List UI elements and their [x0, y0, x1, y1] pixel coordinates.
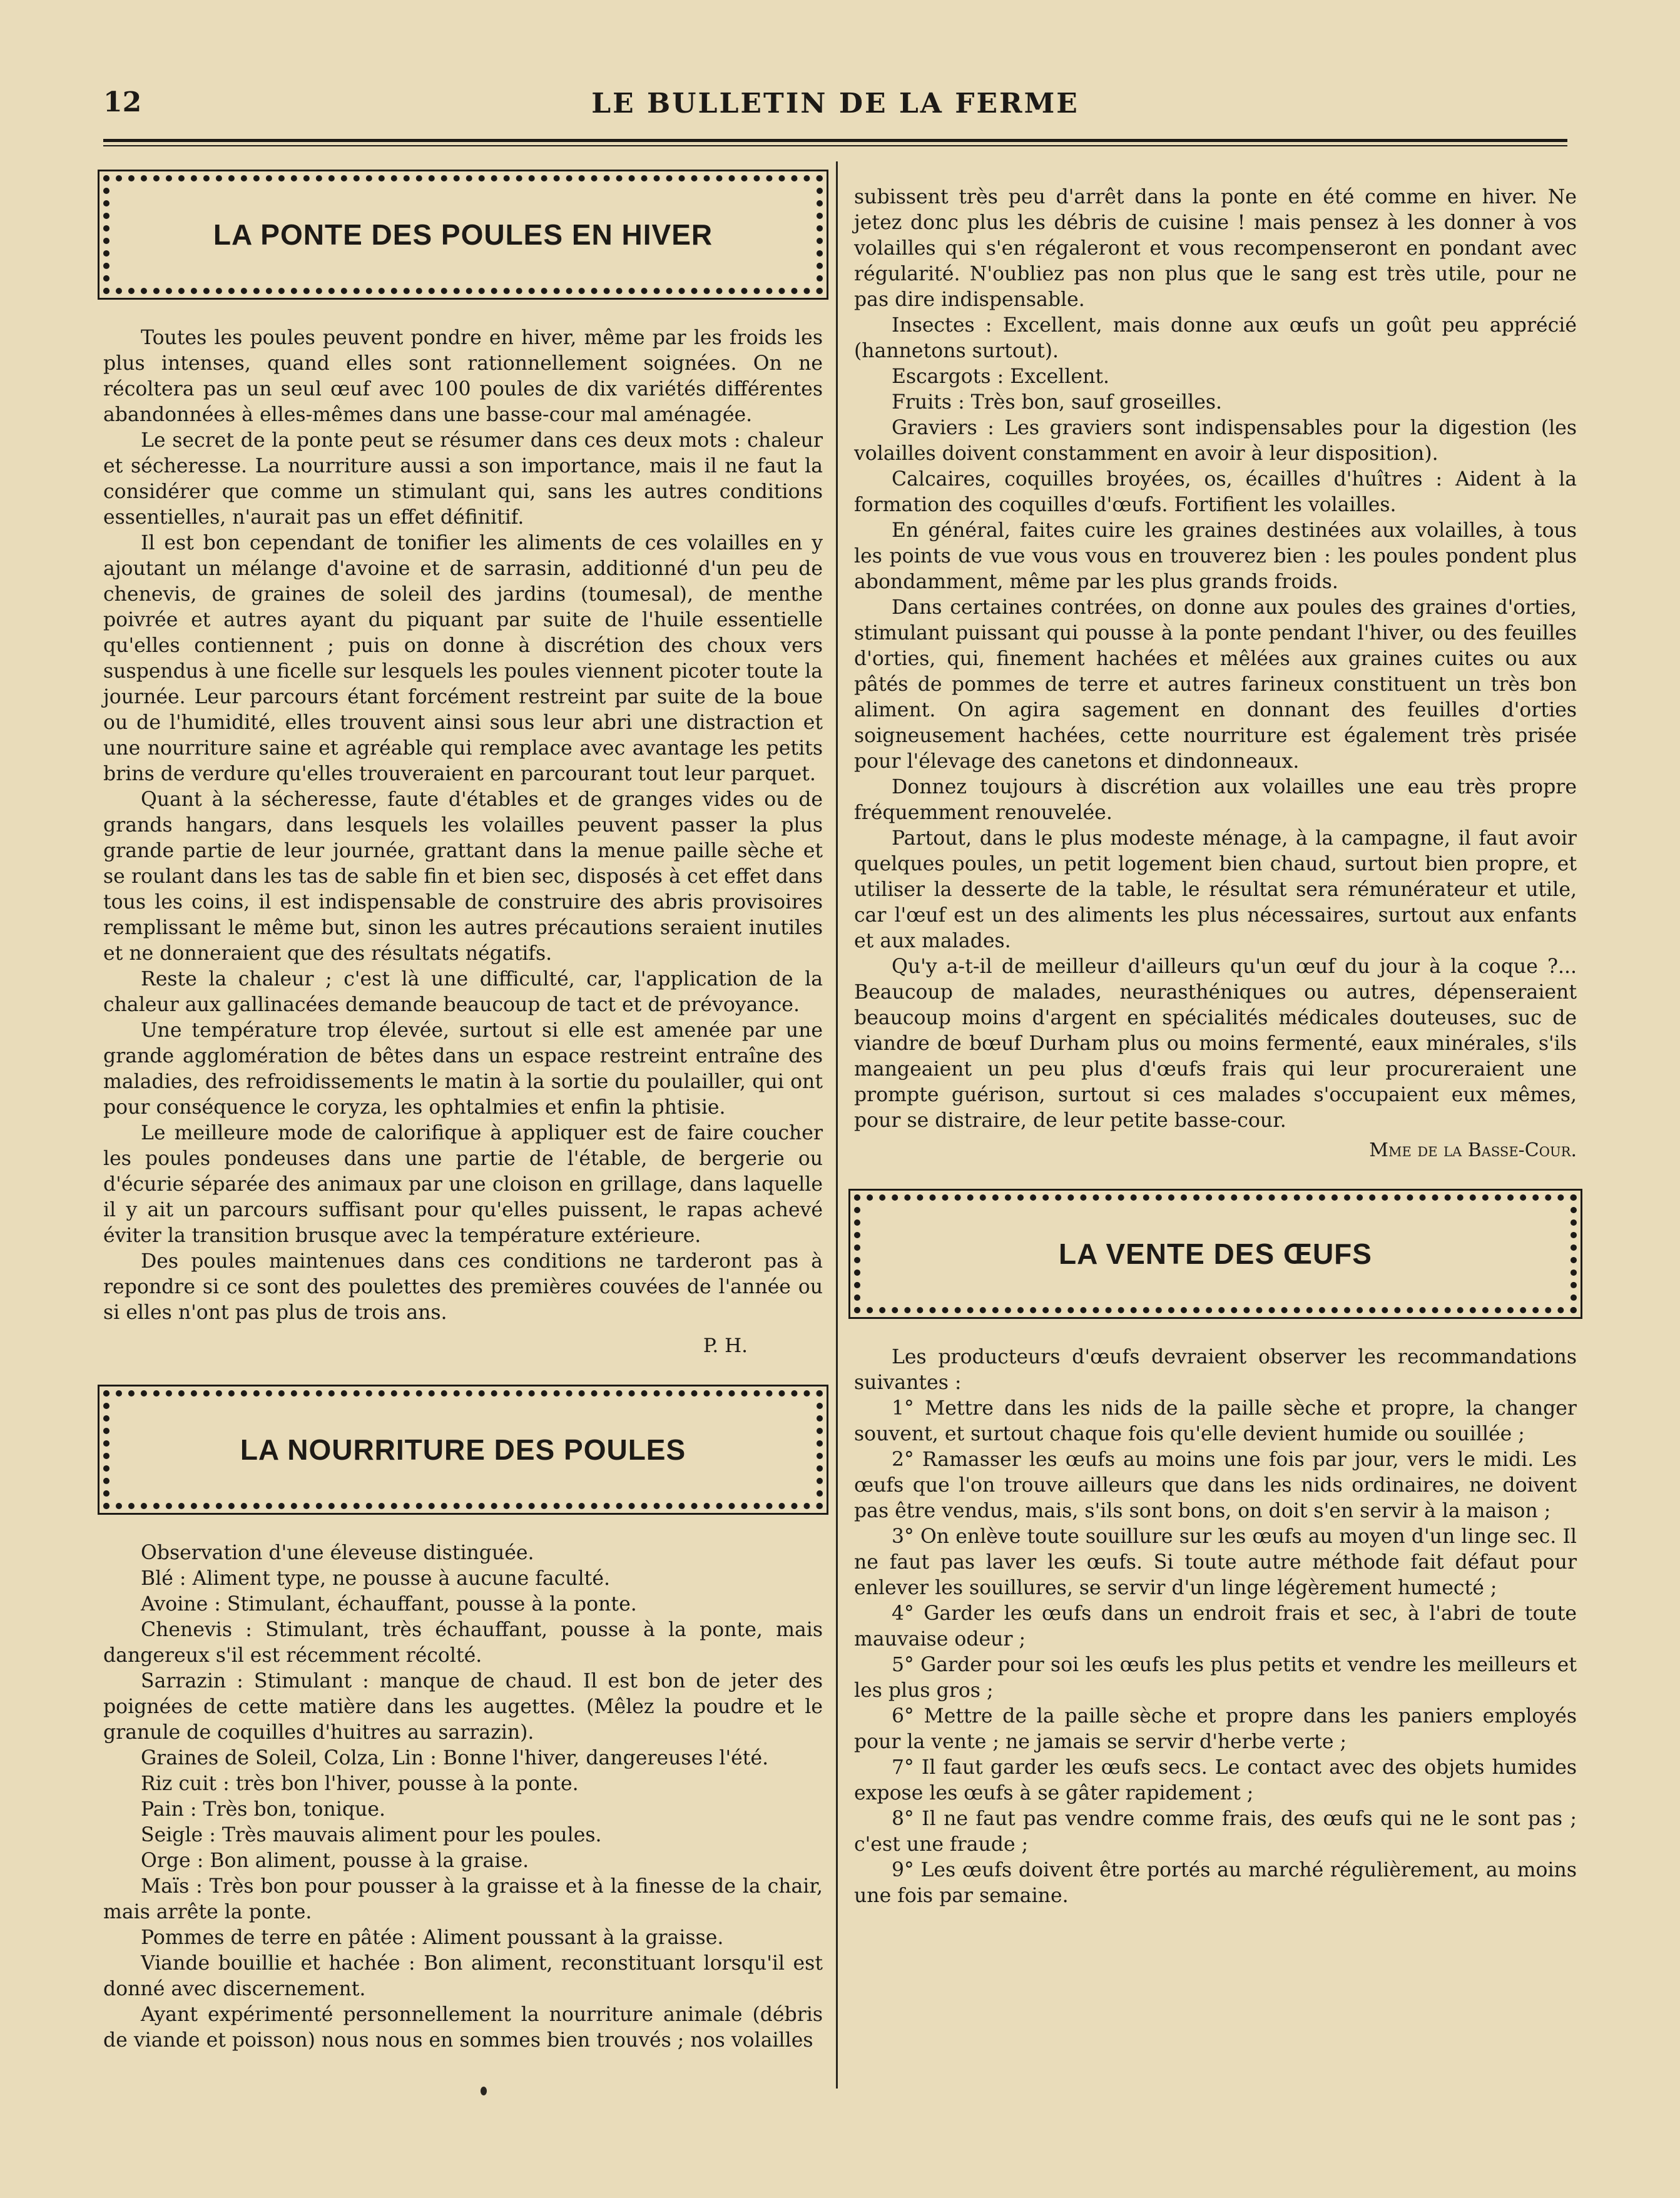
paragraph: Une température trop élevée, surtout si elle est amenée par une grande agglomération de bêtes dans un espace restreint entraîne des maladies, des refroidissements le matin à la sortie du poulailler, qui ont pour conséquence le coryza, les ophtalmies et enfin la phtisie.: [103, 1019, 823, 1119]
paragraph: Fruits : Très bon, sauf groseilles.: [892, 391, 1223, 414]
ink-spot: [481, 2087, 487, 2095]
paragraph: Qu'y a-t-il de meilleur d'ailleurs qu'un œuf du jour à la coque ?... Beaucoup de malades, neurasthéniques ou autres, dépenseraient beaucoup moins d'argent en spécialités médicales douteuses, suc de viandre de bœuf Durham plus ou moins fermenté, eaux minérales, s'ils mangeaient un peu plus d'œufs frais qui leur procureraient une prompte guérison, surtout si ces malades s'occupaient eux mêmes, pour se distraire, de leur petite basse-cour.: [854, 955, 1577, 1132]
paragraph: 7° Il faut garder les œufs secs. Le contact avec des objets humides expose les œufs à se gâter rapidement ;: [854, 1756, 1577, 1804]
paragraph: Partout, dans le plus modeste ménage, à la campagne, il faut avoir quelques poules, un petit logement bien chaud, surtout bien propre, et utiliser la desserte de la table, le résultat sera rémunérateur et utile, car l'œuf est un des aliments les plus nécessaires, surtout aux enfants et aux malades.: [854, 827, 1577, 952]
column-divider: [836, 161, 838, 2089]
paragraph: Pain : Très bon, tonique.: [141, 1798, 385, 1821]
paragraph: subissent très peu d'arrêt dans la ponte en été comme en hiver. Ne jetez donc plus les débris de cuisine ! mais pensez à les donner à vos volailles qui s'en régaleront et vous recompenseront en pondant avec régularité. N'oubliez pas non plus que le sang est très utile, pour ne pas dire indispensable.: [854, 186, 1577, 311]
paragraph: Reste la chaleur ; c'est là une difficulté, car, l'application de la chaleur aux gallinacées demande beaucoup de tact et de prévoyance.: [103, 968, 823, 1016]
paragraph: Graines de Soleil, Colza, Lin : Bonne l'hiver, dangereuses l'été.: [141, 1747, 769, 1769]
article-body-continued: [854, 185, 1577, 1163]
article-title-box: [103, 175, 823, 294]
paragraph: Calcaires, coquilles broyées, os, écailles d'huîtres : Aident à la formation des coquilles d'œufs. Fortifient les volailles.: [854, 468, 1577, 516]
left-column: [103, 175, 823, 2053]
paragraph: 4° Garder les œufs dans un endroit frais et sec, à l'abri de toute mauvaise odeur ;: [854, 1602, 1577, 1651]
paragraph: Le meilleure mode de calorifique à appliquer est de faire coucher les poules pondeuses dans une partie de l'étable, de bergerie ou d'écurie séparée des animaux par une cloison en grillage, dans laquelle il y ait un parcours suffisant pour qu'elles puissent, le rapas achevé éviter la transition brusque avec la température extérieure.: [103, 1122, 823, 1247]
paragraph: 9° Les œufs doivent être portés au marché régulièrement, au moins une fois par semaine.: [854, 1859, 1577, 1907]
header-rule-thin: [103, 145, 1567, 146]
paragraph: Seigle : Très mauvais aliment pour les poules.: [141, 1824, 602, 1846]
article-body: [854, 1345, 1577, 1909]
page-header: [103, 80, 1567, 136]
paragraph: Viande bouillie et hachée : Bon aliment, reconstituant lorsqu'il est donné avec discernement.: [103, 1952, 823, 2000]
journal-title: LE BULLETIN DE LA FERME: [591, 88, 1079, 120]
paragraph: Le secret de la ponte peut se résumer dans ces deux mots : chaleur et sécheresse. La nourriture aussi a son importance, mais il ne faut la considérer que comme un stimulant qui, sans les autres conditions essentielles, n'aurait pas un effet définitif.: [103, 429, 823, 529]
paragraph: Toutes les poules peuvent pondre en hiver, même par les froids les plus intenses, quand elles sont rationnellement soignées. On ne récoltera pas un seul œuf avec 100 poules de dix variétés différentes abandonnées à elles-mêmes dans une basse-cour mal aménagée.: [103, 327, 823, 426]
paragraph: 3° On enlève toute souillure sur les œufs au moyen d'un linge sec. Il ne faut pas laver les œufs. Si toute autre méthode fait défaut pour enlever les souillures, se servir d'un linge légèrement humecté ;: [854, 1525, 1577, 1599]
paragraph: Riz cuit : très bon l'hiver, pousse à la ponte.: [141, 1773, 579, 1795]
article-signature: Mme de la Basse-Cour.: [1369, 1139, 1577, 1161]
paragraph: Avoine : Stimulant, échauffant, pousse à la ponte.: [141, 1593, 637, 1615]
article-body: [103, 1540, 823, 2053]
paragraph: Blé : Aliment type, ne pousse à aucune faculté.: [141, 1567, 610, 1590]
paragraph: Orge : Bon aliment, pousse à la graise.: [141, 1849, 529, 1872]
article-title: LA PONTE DES POULES EN HIVER: [213, 218, 713, 251]
page-number: 12: [103, 86, 142, 118]
paragraph: Il est bon cependant de tonifier les aliments de ces volailles en y ajoutant un mélange d'avoine et de sarrasin, additionné d'un peu de chenevis, de graines de soleil des jardins (toumesal), de menthe poivrée et autres ayant du piquant par suite de l'huile essentielle qu'elles contiennent ; puis on donne à discrétion des choux vers suspendus à une ficelle sur lesquels les poules viennent picoter toute la journée. Leur parcours étant forcément restreint par suite de la boue ou de l'humidité, elles trouvent ainsi sous leur abri une distraction et une nourriture saine et agréable qui remplace avec avantage les petits brins de verdure qu'elles trouveraient en parcourant tout leur parquet.: [103, 532, 823, 785]
paragraph: Donnez toujours à discrétion aux volailles une eau très propre fréquemment renouvelée.: [854, 776, 1577, 824]
paragraph: 2° Ramasser les œufs au moins une fois par jour, vers le midi. Les œufs que l'on trouve ailleurs que dans les nids ordinaires, ne doivent pas être vendus, mais, s'ils sont bons, on doit s'en servir à la maison ;: [854, 1448, 1577, 1522]
paragraph: Les producteurs d'œufs devraient observer les recommandations suivantes :: [854, 1346, 1577, 1394]
header-rule: [103, 139, 1567, 142]
paragraph: Quant à la sécheresse, faute d'étables et de granges vides ou de grands hangars, dans lesquels les volailles peuvent passer la plus grande partie de leur journée, grattant dans la menue paille sèche et se roulant dans les tas de sable fin et bien sec, disposés à cet effet dans tous les coins, il est indispensable de construire des abris provisoires remplissant le même but, sinon les autres précautions seraient inutiles et ne donneraient que des résultats négatifs.: [103, 788, 823, 965]
paragraph: 6° Mettre de la paille sèche et propre dans les paniers employés pour la vente ; ne jamais se servir d'herbe verte ;: [854, 1705, 1577, 1753]
article-title-box: [103, 1390, 823, 1509]
paragraph: Des poules maintenues dans ces conditions ne tarderont pas à repondre si ce sont des poulettes des premières couvées de l'année ou si elles n'ont pas plus de trois ans.: [103, 1250, 823, 1324]
paragraph: 5° Garder pour soi les œufs les plus petits et vendre les meilleurs et les plus gros ;: [854, 1654, 1577, 1702]
paragraph: Observation d'une éleveuse distinguée.: [141, 1542, 534, 1564]
paragraph: Sarrazin : Stimulant : manque de chaud. Il est bon de jeter des poignées de cette matière dans les augettes. (Mêlez la poudre et le granule de coquilles d'huitres au sarrazin).: [103, 1670, 823, 1744]
paragraph: Maïs : Très bon pour pousser à la graisse et à la finesse de la chair, mais arrête la ponte.: [103, 1875, 823, 1923]
paragraph: Pommes de terre en pâtée : Aliment poussant à la graisse.: [141, 1926, 724, 1949]
article-signature: P. H.: [703, 1335, 748, 1357]
paragraph: Graviers : Les graviers sont indispensables pour la digestion (les volailles doivent constamment en avoir à leur disposition).: [854, 417, 1577, 465]
paragraph: Escargots : Excellent.: [892, 365, 1110, 388]
article-body: [103, 325, 823, 1359]
right-column: [854, 185, 1577, 1909]
article-title: LA NOURRITURE DES POULES: [240, 1433, 686, 1466]
article-title-box: [854, 1194, 1577, 1313]
paragraph: 8° Il ne faut pas vendre comme frais, des œufs qui ne le sont pas ; c'est une fraude ;: [854, 1808, 1577, 1856]
paragraph: Chenevis : Stimulant, très échauffant, pousse à la ponte, mais dangereux s'il est récemment récolté.: [103, 1619, 823, 1667]
paragraph: Dans certaines contrées, on donne aux poules des graines d'orties, stimulant puissant qui pousse à la ponte pendant l'hiver, ou des feuilles d'orties, qui, finement hachées et mêlées aux graines cuites ou aux pâtés de pommes de terre et autres farineux constituent un très bon aliment. On agira sagement en donnant des feuilles d'orties soigneusement hachées, cette nourriture est également très prisée pour l'élevage des canetons et dindonneaux.: [854, 596, 1577, 773]
paragraph: 1° Mettre dans les nids de la paille sèche et propre, la changer souvent, et surtout chaque fois qu'elle devient humide ou souillée ;: [854, 1397, 1577, 1445]
article-title: LA VENTE DES ŒUFS: [1059, 1238, 1372, 1270]
paragraph: Insectes : Excellent, mais donne aux œufs un goût peu apprécié (hannetons surtout).: [854, 314, 1577, 362]
paragraph: En général, faites cuire les graines destinées aux volailles, à tous les points de vue vous vous en trouverez bien : les poules pondent plus abondamment, même par les plus grands froids.: [854, 519, 1577, 593]
paragraph: Ayant expérimenté personnellement la nourriture animale (débris de viande et poisson) nous nous en sommes bien trouvés ; nos volailles: [103, 2003, 823, 2052]
